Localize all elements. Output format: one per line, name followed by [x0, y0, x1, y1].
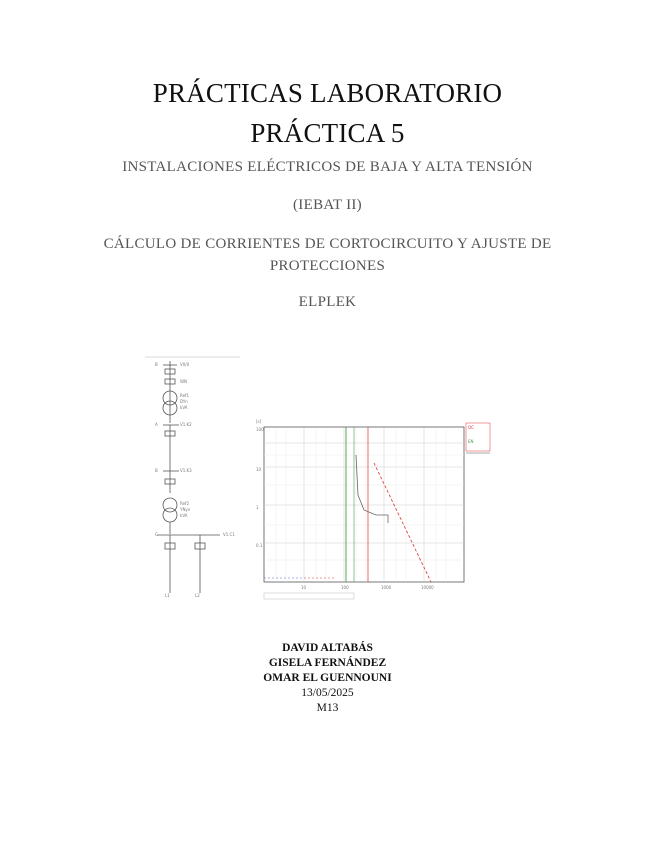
svg-text:A: A	[155, 422, 158, 427]
svg-text:Ref1: Ref1	[180, 393, 190, 398]
svg-text:YNyn: YNyn	[180, 507, 191, 512]
svg-text:WN: WN	[180, 379, 187, 384]
svg-text:100: 100	[256, 427, 264, 432]
svg-text:0.1: 0.1	[256, 543, 263, 548]
author-2: GISELA FERNÁNDEZ	[268, 657, 387, 669]
svg-text:DYn: DYn	[180, 399, 188, 404]
svg-text:B: B	[155, 362, 158, 367]
svg-text:V1.C1: V1.C1	[223, 532, 235, 537]
svg-text:100: 100	[341, 585, 349, 590]
author-3: OMAR EL GUENNOUNI	[263, 672, 392, 684]
svg-text:10: 10	[256, 467, 262, 472]
software-name: ELPLEK	[298, 294, 357, 310]
group-code: M13	[316, 702, 339, 714]
title-line-1: PRÁCTICAS LABORATORIO	[152, 78, 503, 108]
svg-text:[s]: [s]	[256, 419, 262, 424]
single-line-diagram-figure	[145, 353, 245, 598]
svg-text:10000: 10000	[421, 585, 434, 590]
course-name: INSTALACIONES ELÉCTRICOS DE BAJA Y ALTA TENSIÓN	[122, 159, 533, 175]
svg-text:kVA: kVA	[180, 405, 188, 410]
title-line-2: PRÁCTICA 5	[250, 118, 405, 148]
svg-text:1000: 1000	[381, 585, 392, 590]
svg-text:OC: OC	[468, 425, 474, 430]
author-1: DAVID ALTABÁS	[282, 642, 373, 654]
svg-text:C: C	[155, 532, 158, 537]
svg-text:B: B	[155, 468, 158, 473]
svg-text:V0/0: V0/0	[180, 362, 190, 367]
practice-topic-line-1: CÁLCULO DE CORRIENTES DE CORTOCIRCUITO Y AJUSTE DE	[103, 236, 552, 252]
svg-text:Ref2: Ref2	[180, 501, 190, 506]
authors-block	[0, 641, 655, 716]
svg-text:EN: EN	[468, 439, 474, 444]
practice-topic	[0, 233, 655, 277]
svg-text:L2: L2	[195, 593, 200, 598]
svg-text:10: 10	[301, 585, 307, 590]
svg-text:V1.K3: V1.K3	[180, 468, 192, 473]
svg-text:V1.K2: V1.K2	[180, 422, 192, 427]
report-date: 13/05/2025	[301, 687, 354, 699]
practice-topic-line-2: PROTECCIONES	[269, 258, 386, 274]
svg-text:1: 1	[256, 505, 259, 510]
svg-text:L1: L1	[165, 593, 170, 598]
svg-text:kVA: kVA	[180, 513, 188, 518]
time-current-curve-figure	[256, 415, 494, 603]
course-code: (IEBAT II)	[293, 197, 362, 213]
